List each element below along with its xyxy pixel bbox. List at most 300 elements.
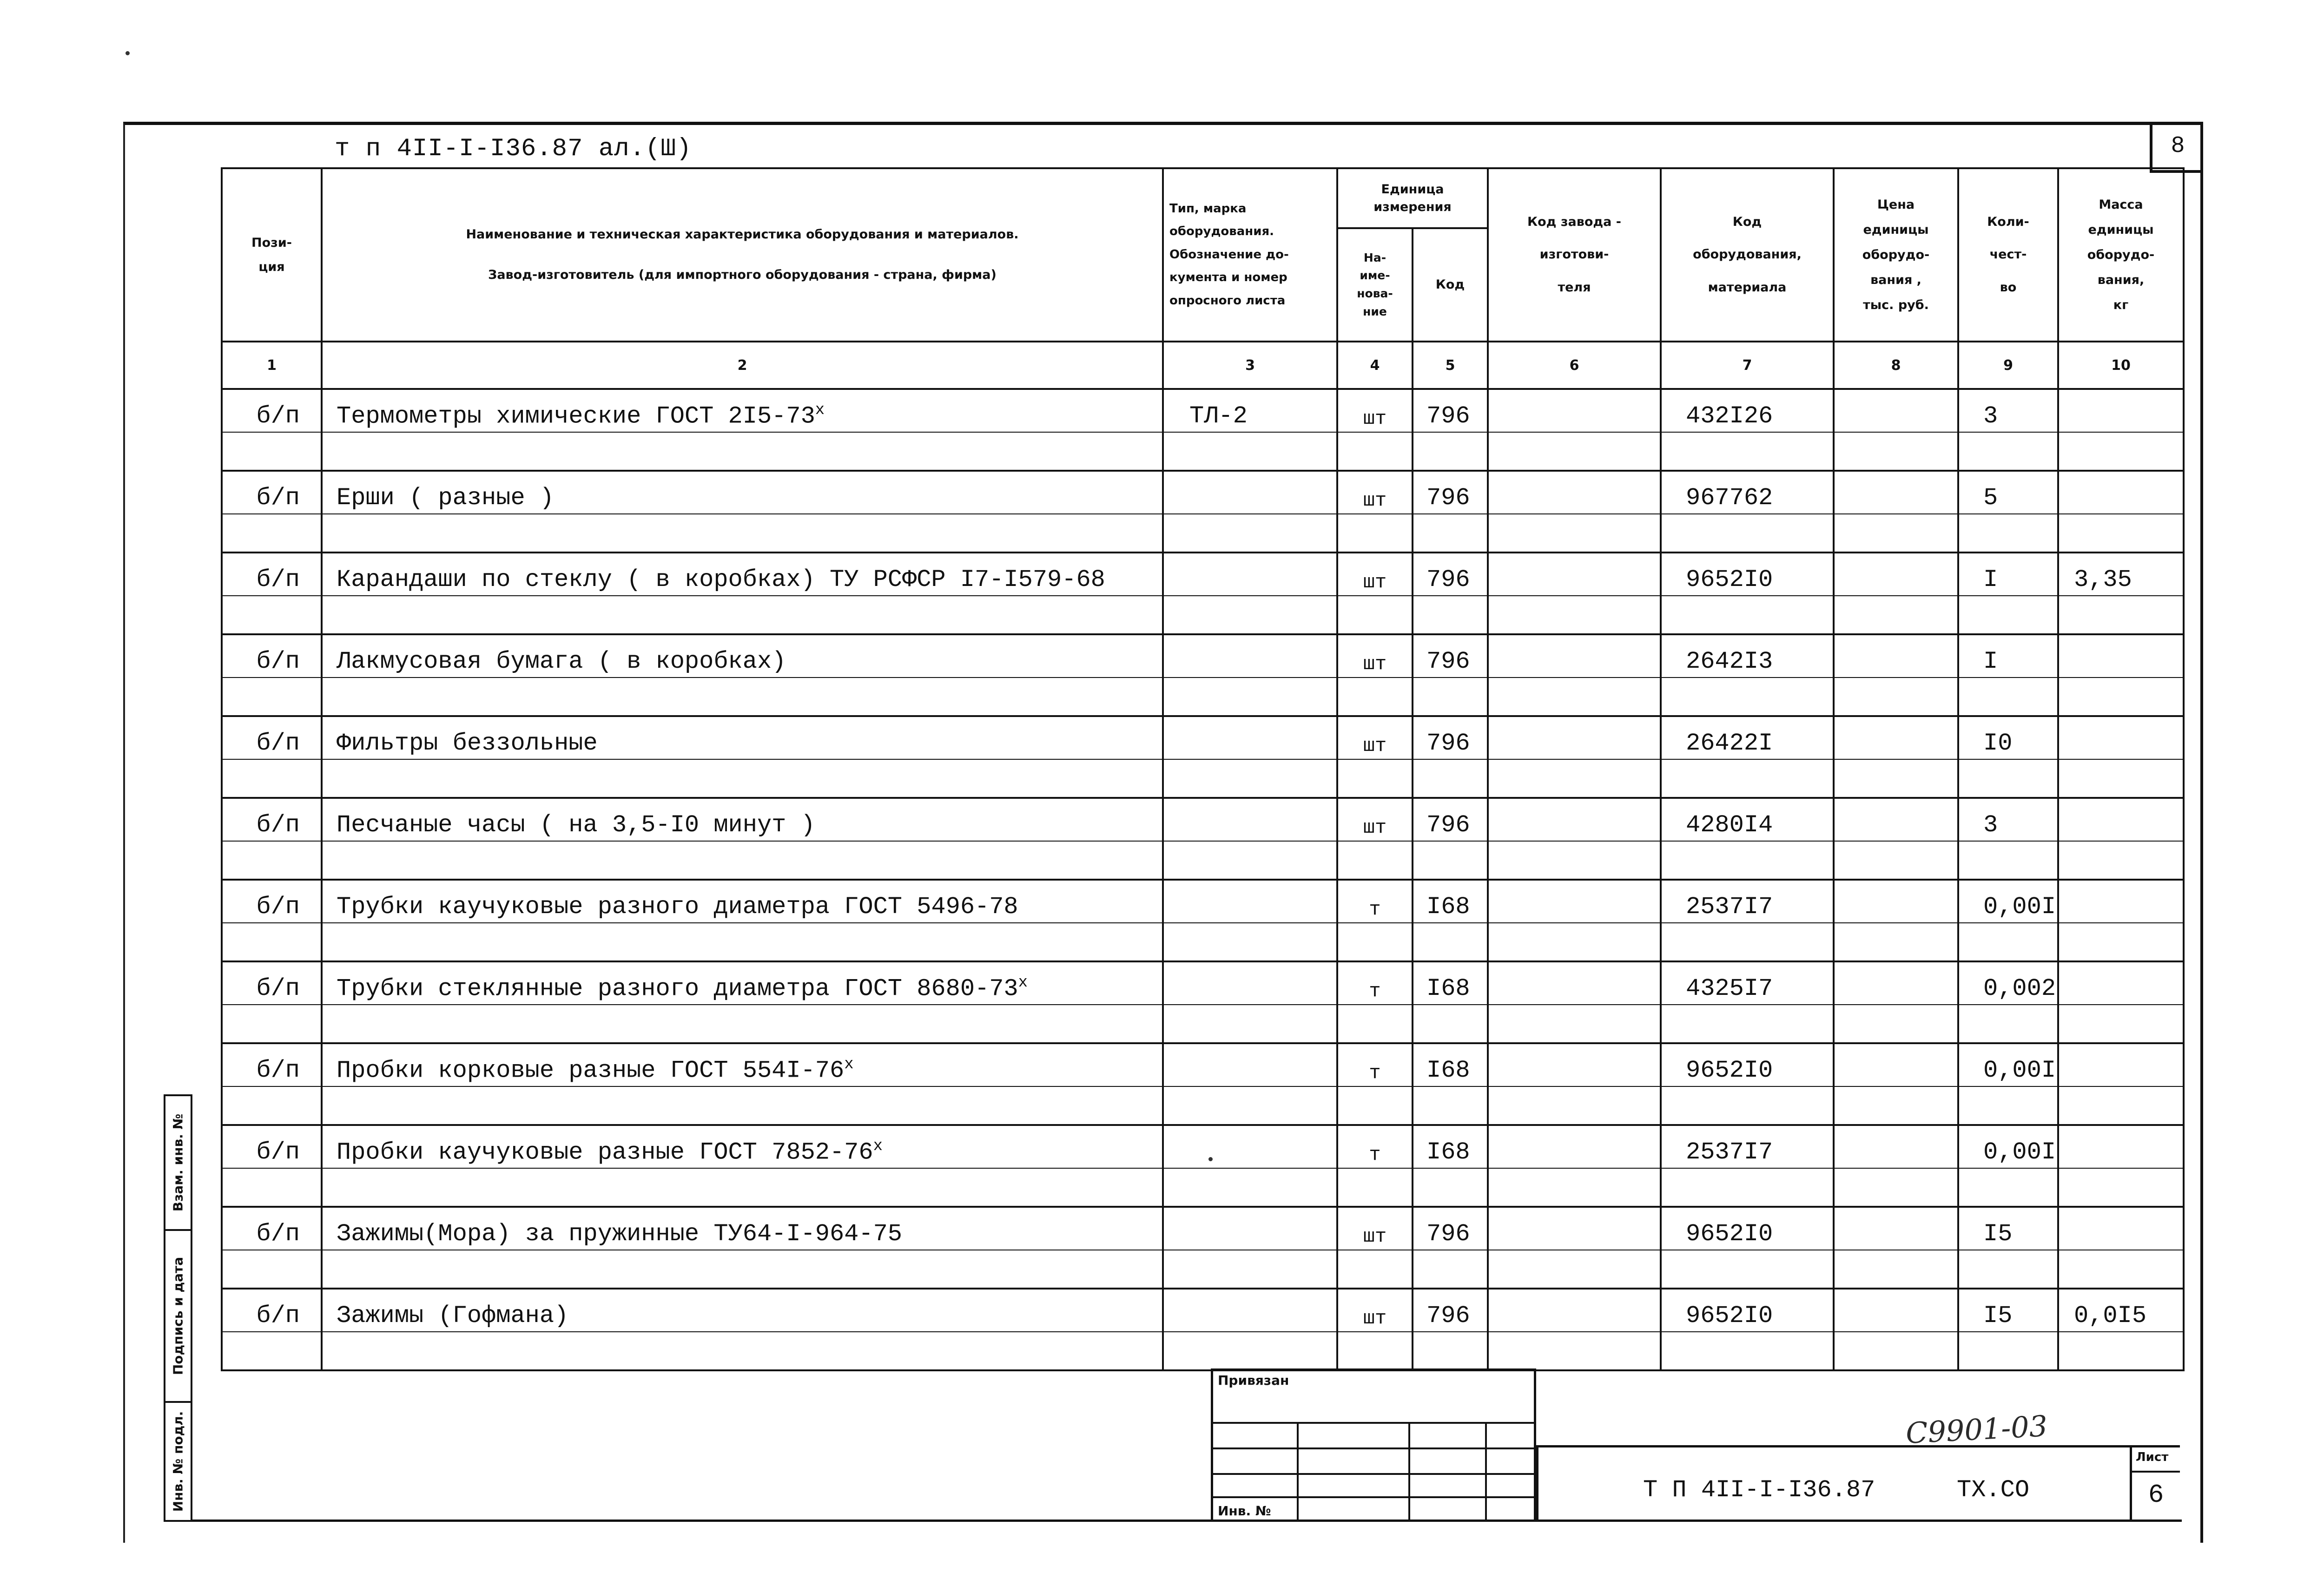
spacer-cell: [1661, 1332, 1834, 1370]
spacer-cell: [322, 1005, 1163, 1043]
spacer-cell: [1661, 596, 1834, 634]
spacer-cell: [1488, 1332, 1661, 1370]
cell-type: [1163, 634, 1337, 678]
spacer-cell: [1413, 514, 1488, 553]
table-row: [222, 961, 2184, 1005]
cell-text: б/п: [256, 484, 300, 512]
cell-qty: [1958, 1043, 2058, 1086]
cell-text: 9652I0: [1686, 1302, 1773, 1329]
cell-mfr: [1488, 1125, 1661, 1168]
cell-mass: [2058, 1125, 2184, 1168]
table-row: [222, 716, 2184, 759]
spacer-cell: [222, 678, 322, 716]
spacer-cell: [1163, 678, 1337, 716]
cell-mat: [1661, 961, 1834, 1005]
spacer-cell: [322, 1086, 1163, 1125]
cell-mat: [1661, 716, 1834, 759]
column-number: 2: [322, 342, 1163, 389]
table-row: [222, 1207, 2184, 1250]
table-spacer-row: [222, 1168, 2184, 1207]
document-code-header: т п 4II-I-I36.87 ал.(Ш): [335, 135, 692, 163]
cell-qty: [1958, 634, 2058, 678]
cell-qty: [1958, 471, 2058, 514]
cell-text: 2642I3: [1686, 648, 1773, 675]
cell-price: [1834, 1207, 1958, 1250]
cell-text: шт: [1363, 408, 1387, 430]
spacer-cell: [1337, 1250, 1413, 1289]
cell-mass: [2058, 798, 2184, 841]
spacer-cell: [1661, 759, 1834, 798]
spacer-cell: [2058, 432, 2184, 471]
side-cell-label: Взам. инв. №: [170, 1113, 186, 1212]
cell-text: Фильтры беззольные: [337, 730, 598, 757]
spacer-cell: [1413, 841, 1488, 880]
cell-mat: [1661, 1043, 1834, 1086]
cell-mat: [1661, 1207, 1834, 1250]
spacer-cell: [2058, 759, 2184, 798]
spacer-cell: [1163, 596, 1337, 634]
spacer-cell: [1834, 759, 1958, 798]
cell-pos: [222, 634, 322, 678]
spacer-cell: [1488, 1086, 1661, 1125]
cell-unit: [1337, 1207, 1413, 1250]
cell-mass: [2058, 553, 2184, 596]
cell-text: б/п: [256, 893, 300, 921]
spacer-cell: [1337, 678, 1413, 716]
cell-mass: [2058, 716, 2184, 759]
footnote-mark: x: [844, 1055, 854, 1073]
cell-mat: [1661, 1125, 1834, 1168]
cell-name: [322, 798, 1163, 841]
table-spacer-row: [222, 759, 2184, 798]
spacer-cell: [322, 923, 1163, 961]
spacer-cell: [1488, 1250, 1661, 1289]
column-number: 6: [1488, 342, 1661, 389]
cell-qty: [1958, 880, 2058, 923]
spacer-cell: [1337, 1005, 1413, 1043]
cell-text: Ерши ( разные ): [337, 484, 555, 512]
spacer-cell: [1661, 1005, 1834, 1043]
header-name: Наименование и техническая характеристика оборудования и материалов. Завод-изготовитель (для импортного оборудования - страна, фирма): [322, 168, 1163, 342]
cell-text: б/п: [256, 1057, 300, 1084]
spacer-cell: [1661, 923, 1834, 961]
cell-text: I5: [1983, 1302, 2013, 1329]
spacer-cell: [1163, 432, 1337, 471]
table-row: [222, 1289, 2184, 1332]
cell-text: I: [1983, 648, 1998, 675]
spacer-cell: [322, 841, 1163, 880]
table-row: [222, 634, 2184, 678]
cell-code: [1413, 1289, 1488, 1332]
cell-mat: [1661, 471, 1834, 514]
cell-unit: [1337, 553, 1413, 596]
spacer-cell: [1661, 1168, 1834, 1207]
cell-text: Зажимы (Гофмана): [337, 1302, 569, 1329]
spacer-cell: [1163, 1332, 1337, 1370]
column-number: 8: [1834, 342, 1958, 389]
cell-text: б/п: [256, 402, 300, 430]
cell-code: [1413, 389, 1488, 432]
cell-text: 26422I: [1686, 730, 1773, 757]
spacer-cell: [1488, 596, 1661, 634]
column-number: 5: [1413, 342, 1488, 389]
table-row: [222, 389, 2184, 432]
cell-unit: [1337, 880, 1413, 923]
cell-price: [1834, 471, 1958, 514]
table-spacer-row: [222, 678, 2184, 716]
cell-text: 5: [1983, 484, 1998, 512]
cell-name: [322, 553, 1163, 596]
cell-pos: [222, 389, 322, 432]
column-numbers-row: [222, 342, 2184, 389]
cell-mat: [1661, 1289, 1834, 1332]
spacer-cell: [2058, 1005, 2184, 1043]
cell-text: 796: [1426, 811, 1470, 839]
cell-unit: [1337, 389, 1413, 432]
spacer-cell: [1834, 923, 1958, 961]
spacer-cell: [1834, 1168, 1958, 1207]
cell-type: [1163, 880, 1337, 923]
cell-mfr: [1488, 471, 1661, 514]
spacer-cell: [1958, 1086, 2058, 1125]
sheet-number-box: [2130, 1447, 2180, 1522]
cell-text: 3,35: [2074, 566, 2132, 593]
cell-mass: [2058, 634, 2184, 678]
cell-text: шт: [1363, 1225, 1387, 1248]
stamp-divider: [1485, 1422, 1487, 1520]
spacer-cell: [222, 1005, 322, 1043]
spacer-cell: [1163, 759, 1337, 798]
cell-text: 0,0I5: [2074, 1302, 2147, 1329]
spacer-cell: [2058, 596, 2184, 634]
cell-price: [1834, 634, 1958, 678]
table-row: [222, 880, 2184, 923]
cell-pos: [222, 961, 322, 1005]
header-type: Тип, марка оборудования. Обозначение до- кумента и номер опросного листа: [1163, 168, 1337, 342]
spacer-cell: [222, 596, 322, 634]
cell-mass: [2058, 1043, 2184, 1086]
cell-text: 0,002: [1983, 975, 2056, 1002]
cell-text: б/п: [256, 1302, 300, 1329]
spacer-cell: [222, 1168, 322, 1207]
spacer-cell: [1958, 1332, 2058, 1370]
column-number: 1: [222, 342, 322, 389]
stamp-divider: [1297, 1422, 1299, 1520]
cell-text: шт: [1363, 1307, 1387, 1329]
cell-mat: [1661, 634, 1834, 678]
sheet-number: 6: [2148, 1480, 2164, 1510]
cell-type: [1163, 716, 1337, 759]
cell-price: [1834, 798, 1958, 841]
cell-mass: [2058, 471, 2184, 514]
cell-qty: [1958, 1207, 2058, 1250]
spacer-cell: [1337, 841, 1413, 880]
binding-stamp: [1211, 1368, 1536, 1522]
cell-text: б/п: [256, 1220, 300, 1248]
cell-text: Песчаные часы ( на 3,5-I0 минут ): [337, 811, 815, 839]
cell-pos: [222, 1207, 322, 1250]
sheet-box-divider: [2132, 1471, 2180, 1473]
cell-text: 796: [1426, 730, 1470, 757]
cell-type: [1163, 1043, 1337, 1086]
spacer-cell: [1163, 1005, 1337, 1043]
column-number: 3: [1163, 342, 1337, 389]
footnote-mark: x: [873, 1137, 883, 1155]
spacer-cell: [1337, 1168, 1413, 1207]
cell-code: [1413, 716, 1488, 759]
spacer-cell: [2058, 1086, 2184, 1125]
cell-name: [322, 1043, 1163, 1086]
spacer-cell: [1163, 1250, 1337, 1289]
cell-mfr: [1488, 1207, 1661, 1250]
spacer-cell: [1413, 1250, 1488, 1289]
spacer-cell: [222, 1086, 322, 1125]
cell-text: б/п: [256, 811, 300, 839]
cell-text: I68: [1426, 975, 1470, 1002]
spacer-cell: [2058, 1168, 2184, 1207]
cell-price: [1834, 880, 1958, 923]
cell-price: [1834, 1043, 1958, 1086]
cell-price: [1834, 553, 1958, 596]
cell-code: [1413, 1043, 1488, 1086]
stamp-label: Привязан: [1218, 1373, 1289, 1388]
cell-text: Пробки каучуковые разные ГОСТ 7852-76: [337, 1138, 873, 1166]
table-row: [222, 798, 2184, 841]
table-spacer-row: [222, 841, 2184, 880]
side-cell-replacement: [165, 1096, 191, 1231]
cell-text: 432I26: [1686, 402, 1773, 430]
spacer-cell: [1661, 1250, 1834, 1289]
header-price: Цена единицы оборудо- вания , тыс. руб.: [1834, 168, 1958, 342]
cell-code: [1413, 634, 1488, 678]
cell-text: 796: [1426, 648, 1470, 675]
table-spacer-row: [222, 1005, 2184, 1043]
scan-speck: [1208, 1157, 1213, 1161]
header-unit-name: На- име- нова- ние: [1337, 228, 1413, 342]
cell-text: 796: [1426, 566, 1470, 593]
cell-name: [322, 389, 1163, 432]
cell-text: I68: [1426, 1138, 1470, 1166]
cell-name: [322, 880, 1163, 923]
table-spacer-row: [222, 432, 2184, 471]
title-block-doc-code: Т П 4II-I-I36.87: [1643, 1476, 1875, 1504]
spacer-cell: [322, 1250, 1163, 1289]
cell-text: Трубки каучуковые разного диаметра ГОСТ 5496-78: [337, 893, 1018, 921]
cell-text: 796: [1426, 1220, 1470, 1248]
spacer-cell: [222, 923, 322, 961]
cell-text: 2537I7: [1686, 1138, 1773, 1166]
cell-text: шт: [1363, 653, 1387, 675]
cell-text: Термометры химические ГОСТ 2I5-73: [337, 402, 815, 430]
spacer-cell: [1413, 678, 1488, 716]
spacer-cell: [1958, 432, 2058, 471]
spacer-cell: [2058, 923, 2184, 961]
cell-qty: [1958, 389, 2058, 432]
table-row: [222, 1043, 2184, 1086]
column-number: 9: [1958, 342, 2058, 389]
table-spacer-row: [222, 1086, 2184, 1125]
spacer-cell: [1834, 596, 1958, 634]
spacer-cell: [1337, 514, 1413, 553]
cell-mfr: [1488, 1289, 1661, 1332]
spacer-cell: [322, 1168, 1163, 1207]
table-row: [222, 1125, 2184, 1168]
cell-text: 0,00I: [1983, 1138, 2056, 1166]
spacer-cell: [2058, 1250, 2184, 1289]
spacer-cell: [1661, 1086, 1834, 1125]
cell-text: шт: [1363, 735, 1387, 757]
column-number: 4: [1337, 342, 1413, 389]
cell-price: [1834, 1289, 1958, 1332]
cell-price: [1834, 389, 1958, 432]
header-equipment-code: Код оборудования, материала: [1661, 168, 1834, 342]
cell-mass: [2058, 961, 2184, 1005]
cell-qty: [1958, 1289, 2058, 1332]
spacer-cell: [1958, 759, 2058, 798]
side-cell-original-inventory: [165, 1403, 191, 1520]
cell-type: [1163, 389, 1337, 432]
spacer-cell: [1488, 759, 1661, 798]
cell-text: 796: [1426, 484, 1470, 512]
cell-mfr: [1488, 880, 1661, 923]
cell-code: [1413, 961, 1488, 1005]
cell-unit: [1337, 1289, 1413, 1332]
cell-name: [322, 1289, 1163, 1332]
spacer-cell: [1337, 1332, 1413, 1370]
cell-pos: [222, 880, 322, 923]
cell-qty: [1958, 1125, 2058, 1168]
cell-name: [322, 634, 1163, 678]
cell-mat: [1661, 798, 1834, 841]
spacer-cell: [1488, 923, 1661, 961]
spacer-cell: [1834, 1332, 1958, 1370]
spacer-cell: [1337, 759, 1413, 798]
cell-mfr: [1488, 389, 1661, 432]
cell-text: шт: [1363, 489, 1387, 512]
spacer-cell: [1958, 1005, 2058, 1043]
cell-text: I: [1983, 566, 1998, 593]
stamp-inventory-label: Инв. №: [1218, 1503, 1271, 1519]
cell-type: [1163, 1207, 1337, 1250]
cell-name: [322, 961, 1163, 1005]
cell-text: 9652I0: [1686, 1220, 1773, 1248]
spacer-cell: [1834, 1086, 1958, 1125]
cell-unit: [1337, 1043, 1413, 1086]
spacer-cell: [1958, 1168, 2058, 1207]
cell-mass: [2058, 389, 2184, 432]
cell-text: 0,00I: [1983, 893, 2056, 921]
spacer-cell: [1488, 432, 1661, 471]
spacer-cell: [1163, 841, 1337, 880]
cell-pos: [222, 1289, 322, 1332]
cell-text: т: [1369, 898, 1381, 921]
table-row: [222, 471, 2184, 514]
spacer-cell: [222, 841, 322, 880]
cell-text: т: [1369, 1144, 1381, 1166]
cell-code: [1413, 553, 1488, 596]
cell-name: [322, 1207, 1163, 1250]
cell-text: 0,00I: [1983, 1057, 2056, 1084]
spacer-cell: [1488, 1005, 1661, 1043]
cell-mfr: [1488, 634, 1661, 678]
cell-text: шт: [1363, 816, 1387, 839]
cell-pos: [222, 716, 322, 759]
cell-mfr: [1488, 961, 1661, 1005]
page-number: 8: [2150, 122, 2203, 173]
header-position: Пози- ция: [222, 168, 322, 342]
spacer-cell: [1661, 841, 1834, 880]
cell-text: Лакмусовая бумага ( в коробках): [337, 648, 786, 675]
header-quantity: Коли- чест- во: [1958, 168, 2058, 342]
cell-type: [1163, 798, 1337, 841]
cell-code: [1413, 1125, 1488, 1168]
spacer-cell: [1413, 1168, 1488, 1207]
cell-name: [322, 471, 1163, 514]
cell-mass: [2058, 1207, 2184, 1250]
cell-pos: [222, 553, 322, 596]
cell-qty: [1958, 798, 2058, 841]
spacer-cell: [1413, 923, 1488, 961]
cell-text: 796: [1426, 1302, 1470, 1329]
title-block-mark: ТХ.СО: [1957, 1476, 2030, 1504]
spacer-cell: [1488, 678, 1661, 716]
cell-text: 2537I7: [1686, 893, 1773, 921]
side-approval-stamp: [164, 1094, 192, 1522]
cell-qty: [1958, 716, 2058, 759]
header-unit-code: Код: [1413, 228, 1488, 342]
cell-text: 3: [1983, 811, 1998, 839]
spacer-cell: [1958, 1250, 2058, 1289]
cell-mass: [2058, 880, 2184, 923]
spacer-cell: [2058, 678, 2184, 716]
cell-type: [1163, 553, 1337, 596]
cell-type: [1163, 961, 1337, 1005]
spacer-cell: [1413, 1332, 1488, 1370]
spacer-cell: [322, 759, 1163, 798]
stamp-divider: [1408, 1422, 1410, 1520]
cell-unit: [1337, 798, 1413, 841]
table-spacer-row: [222, 596, 2184, 634]
specification-table: [221, 167, 2185, 1371]
spacer-cell: [1958, 514, 2058, 553]
cell-text: Трубки стеклянные разного диаметра ГОСТ 8680-73: [337, 975, 1018, 1002]
cell-price: [1834, 961, 1958, 1005]
spacer-cell: [1958, 678, 2058, 716]
spacer-cell: [1834, 432, 1958, 471]
spacer-cell: [1413, 432, 1488, 471]
spacer-cell: [1834, 514, 1958, 553]
footnote-mark: x: [815, 401, 825, 419]
cell-code: [1413, 880, 1488, 923]
cell-text: б/п: [256, 975, 300, 1002]
spacer-cell: [1661, 678, 1834, 716]
spacer-cell: [222, 1250, 322, 1289]
spacer-cell: [2058, 514, 2184, 553]
cell-text: 796: [1426, 402, 1470, 430]
cell-mfr: [1488, 798, 1661, 841]
cell-text: I0: [1983, 730, 2013, 757]
spacer-cell: [1163, 1086, 1337, 1125]
cell-unit: [1337, 1125, 1413, 1168]
spacer-cell: [222, 759, 322, 798]
cell-mat: [1661, 389, 1834, 432]
cell-text: 967762: [1686, 484, 1773, 512]
cell-pos: [222, 798, 322, 841]
table-spacer-row: [222, 1332, 2184, 1370]
cell-qty: [1958, 553, 2058, 596]
cell-mat: [1661, 553, 1834, 596]
spacer-cell: [1163, 923, 1337, 961]
